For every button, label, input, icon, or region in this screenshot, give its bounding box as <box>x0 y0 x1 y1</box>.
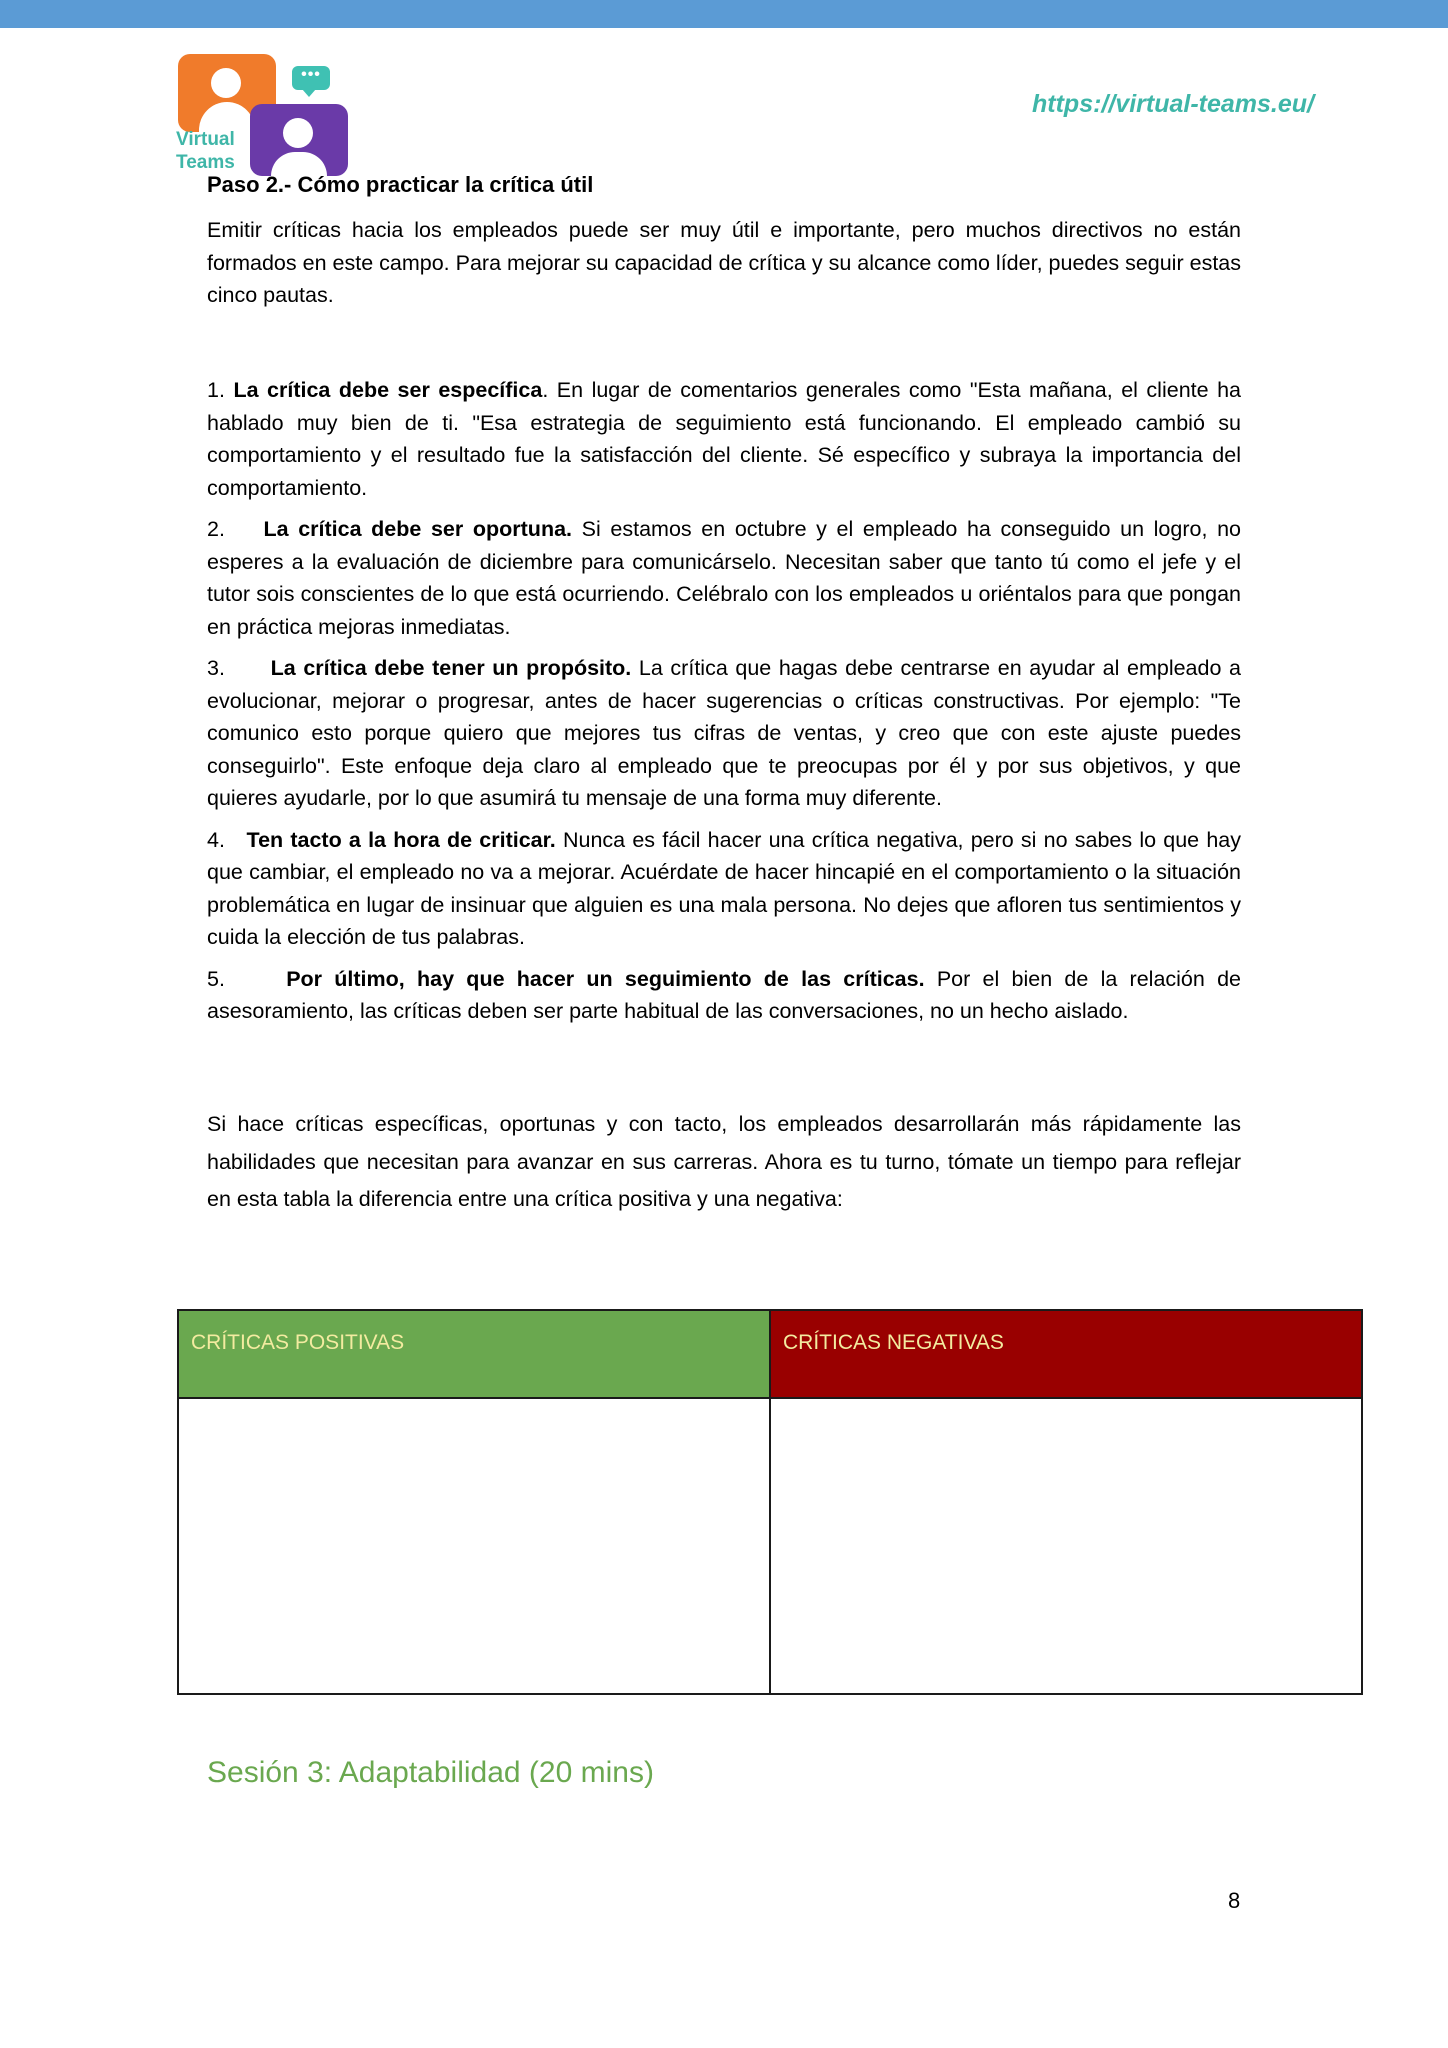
positive-header-cell <box>178 1310 770 1398</box>
negative-header-label: CRÍTICAS NEGATIVAS <box>783 1331 1004 1354</box>
list-item <box>207 513 1241 643</box>
intro-paragraph: Emitir críticas hacia los empleados puede ser muy útil e importante, pero muchos directivos no están formados en este campo. Para mejorar su capacidad de crítica y su alcance como líder, puedes seguir estas cinco pautas. <box>207 218 1241 307</box>
positive-header-label: CRÍTICAS POSITIVAS <box>191 1331 405 1354</box>
logo-word-1: Virtual <box>176 129 235 150</box>
item-number: 4. <box>207 827 225 852</box>
next-section-heading: Sesión 3: Adaptabilidad (20 mins) <box>207 1756 654 1789</box>
criticism-table <box>177 1309 1363 1695</box>
closing-paragraph: Si hace críticas específicas, oportunas y con tacto, los empleados desarrollarán más rápidamente las habilidades que necesitan para avanzar en sus carreras. Ahora es tu turno, tómate un tiempo para reflejar en esta tabla la diferencia entre una crítica positiva y una negativa: <box>207 1112 1241 1211</box>
header-url-link[interactable]: https://virtual-teams.eu/ <box>1032 90 1314 118</box>
purple-person-icon <box>250 104 348 176</box>
top-color-bar <box>0 0 1448 28</box>
page-number: 8 <box>1228 1888 1241 1913</box>
item-heading: La crítica debe ser específica <box>233 378 543 402</box>
list-item <box>207 652 1241 815</box>
section-title: Paso 2.- Cómo practicar la crítica útil <box>207 172 594 197</box>
guidelines-list <box>207 374 1241 1037</box>
item-text: Si estamos en octubre y el empleado ha conseguido un logro, no esperes a la evaluación de diciembre para comunicárselo. Necesitan saber que tanto tú como el jefe y el tutor sois conscientes de lo que está ocurriendo. Celébralo con los empleados u oriéntalos para que pongan en práctica mejoras inmediatas. <box>207 517 1241 639</box>
item-number: 2. <box>207 517 225 541</box>
chat-bubble-icon: ••• <box>292 66 330 90</box>
item-heading: Por último, hay que hacer un seguimiento de las críticas. <box>286 966 925 991</box>
logo-word-2: Teams <box>176 152 235 173</box>
item-heading: La crítica debe ser oportuna. <box>263 517 573 541</box>
list-item <box>207 963 1241 1028</box>
virtual-teams-logo <box>176 50 356 178</box>
negative-input-cell[interactable] <box>770 1398 1362 1694</box>
negative-header-cell <box>770 1310 1362 1398</box>
list-item <box>207 374 1241 504</box>
item-text: Por el bien de la relación de asesoramiento, las críticas deben ser parte habitual de las conversaciones, no un hecho aislado. <box>207 966 1242 1023</box>
item-number: 1. <box>207 378 225 402</box>
item-text: . En lugar de comentarios generales como "Esta mañana, el cliente ha hablado muy bien de ti. "Esa estrategia de seguimiento está funcionando. El empleado cambió su comportamiento y el resultado fue la satisfacción del cliente. Sé específico y subraya la importancia del comportamiento. <box>207 378 1241 500</box>
item-heading: Ten tacto a la hora de criticar. <box>246 827 556 852</box>
list-item <box>207 824 1241 954</box>
positive-input-cell[interactable] <box>178 1398 770 1694</box>
item-number: 5. <box>207 966 225 991</box>
item-text: Nunca es fácil hacer una crítica negativa, pero si no sabes lo que hay que cambiar, el empleado no va a mejorar. Acuérdate de hacer hincapié en el comportamiento o la situación problemática en lugar de insinuar que alguien es una mala persona. No dejes que afloren tus sentimientos y cuida la elección de tus palabras. <box>207 827 1241 949</box>
item-heading: La crítica debe tener un propósito. <box>270 656 632 680</box>
item-text: La crítica que hagas debe centrarse en ayudar al empleado a evolucionar, mejorar o progresar, antes de hacer sugerencias o críticas constructivas. Por ejemplo: "Te comunico esto porque quiero que mejores tus cifras de ventas, y creo que con este ajuste puedes conseguirlo". Este enfoque deja claro al empleado que te preocupas por él y por sus objetivos, y que quieres ayudarle, por lo que asumirá tu mensaje de una forma muy diferente. <box>207 656 1241 810</box>
item-number: 3. <box>207 656 225 680</box>
